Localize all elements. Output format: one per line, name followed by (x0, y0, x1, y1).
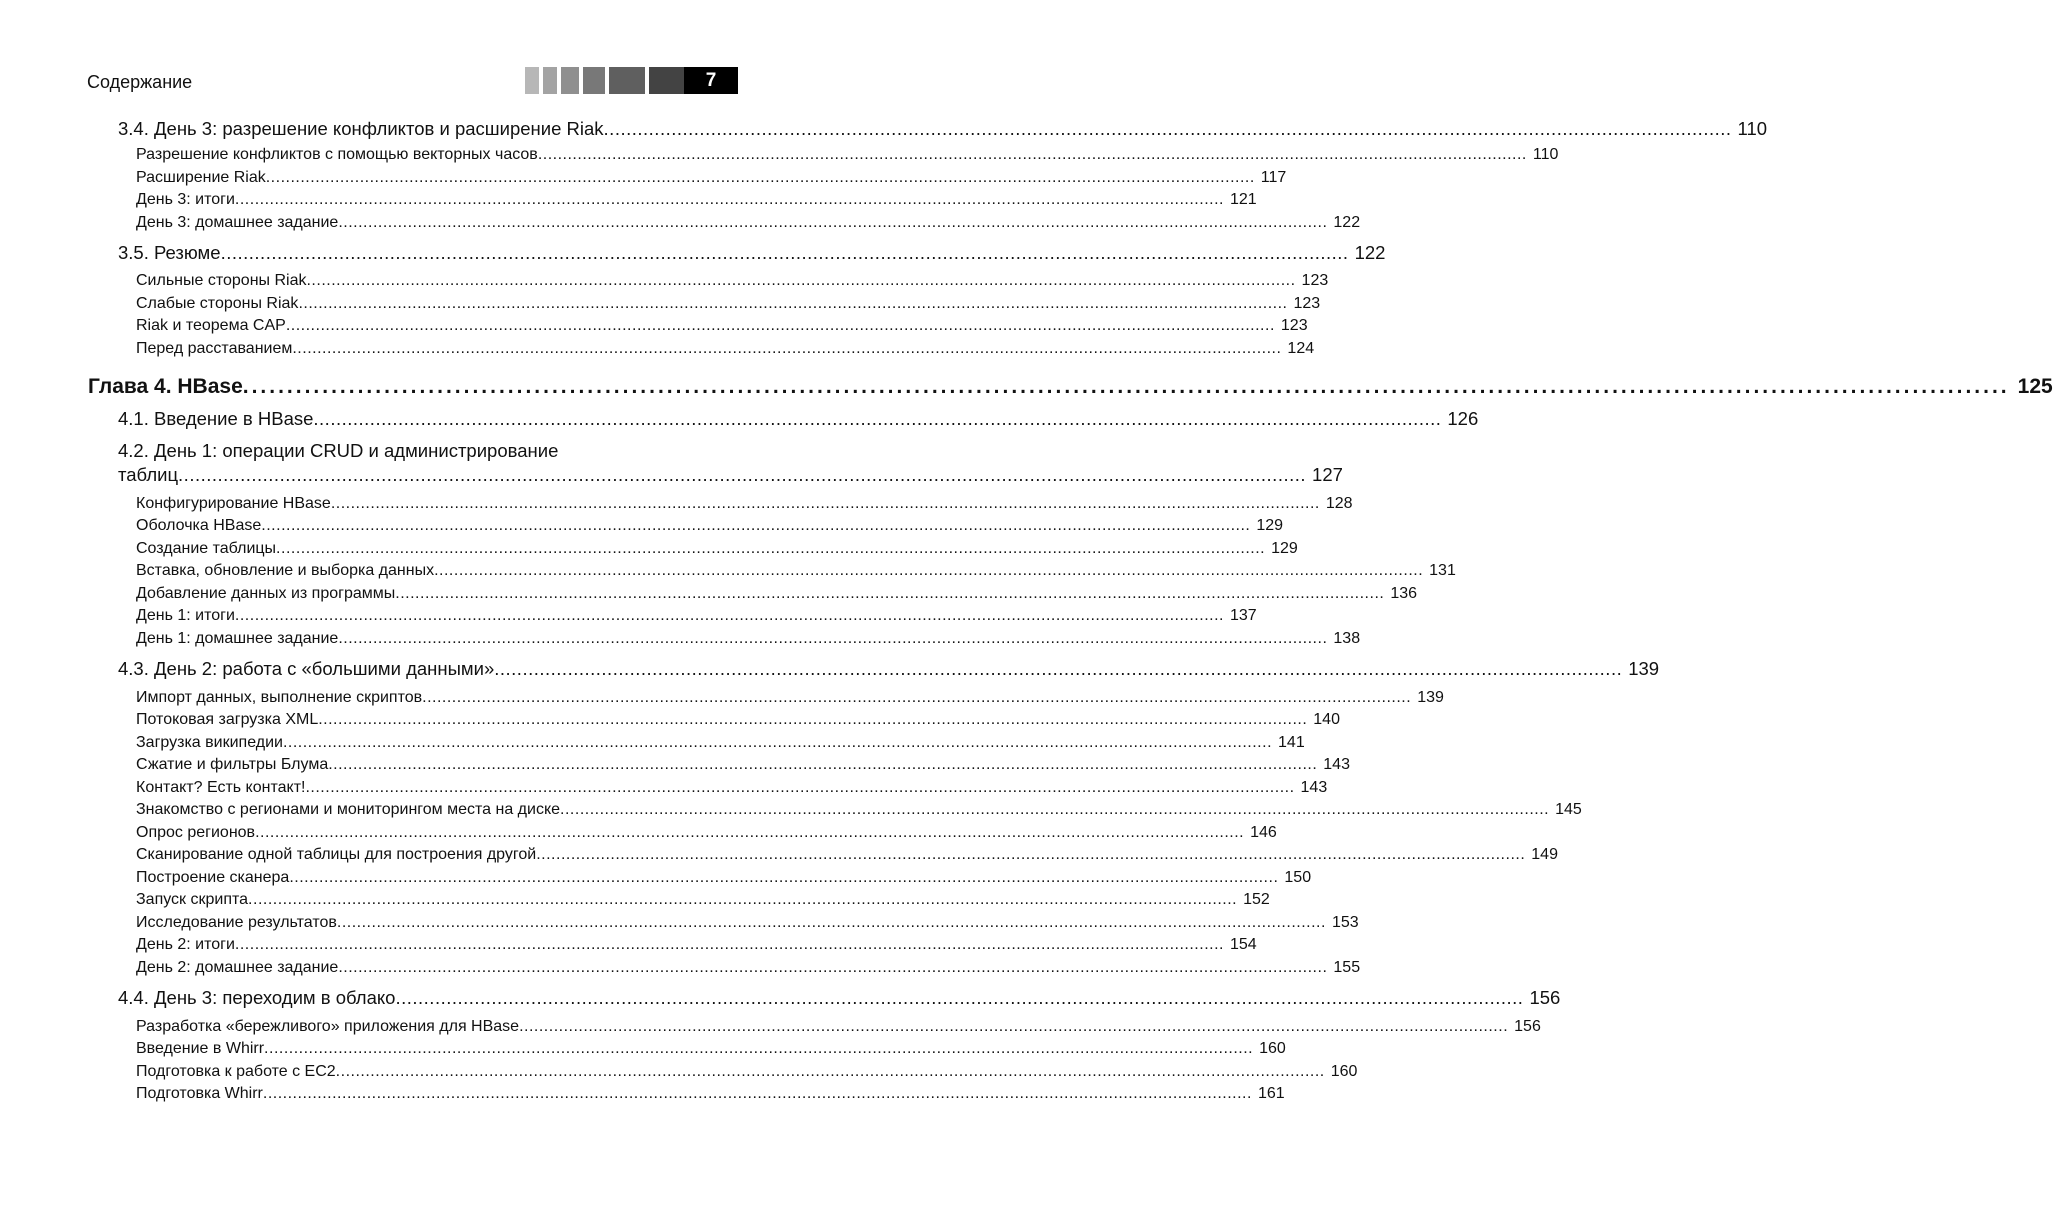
toc-entry-page: 123 (1280, 317, 1308, 334)
running-head-title: Содержание (87, 72, 193, 92)
decor-bar (561, 67, 579, 94)
leader-dots: ........................................................................................................................................................................................................ (285, 317, 1275, 334)
leader-dots: ........................................................................................................................................................................................................ (537, 146, 1527, 163)
toc-entry-page: 139 (1417, 689, 1444, 706)
toc-entry-title: Слабые стороны Riak (136, 295, 299, 312)
toc-entry-title: Загрузка википедии (136, 734, 283, 751)
leader-dots: ........................................................................................................................................................................................................ (338, 959, 1328, 976)
leader-dots: ........................................................................................................................................................................................................ (234, 936, 1224, 953)
toc-entry-title: Добавление данных из программы (136, 585, 396, 602)
leader-dots: ........................................................................................................................................................................................................ (234, 191, 1224, 208)
toc-entry-title: Подготовка Whirr (136, 1085, 263, 1102)
leader-dots: ........................................................................................................................................................................................................ (536, 846, 1526, 863)
toc-entry-subsection (136, 495, 1353, 513)
toc-entry-page: 122 (1333, 214, 1361, 231)
toc-entry-title: Сжатие и фильтры Блума (136, 756, 329, 773)
toc-entry-title: Сканирование одной таблицы для построения другой (136, 846, 537, 863)
toc-entry-title: Оболочка HBase (136, 517, 262, 534)
toc-entry-subsection (136, 891, 1270, 909)
toc-entry-page: 137 (1229, 607, 1257, 624)
toc-entry-title: Импорт данных, выполнение скриптов (136, 689, 423, 706)
leader-dots: ........................................................................................................................................................................................................ (265, 169, 1255, 186)
toc-entry-page: 125 (2017, 375, 2053, 398)
toc-entry-section (118, 987, 1561, 1009)
toc-entry-subsection (136, 846, 1558, 864)
leader-dots: ........................................................................................................................................................................................................ (313, 408, 1442, 429)
leader-dots: ........................................................................................................................................................................................................ (298, 295, 1288, 312)
leader-dots: ........................................................................................................................................................................................................ (338, 630, 1328, 647)
toc-entry-title: Riak и теорема CAP (136, 317, 286, 334)
leader-dots: ........................................................................................................................................................................................................ (261, 517, 1251, 534)
leader-dots: ........................................................................................................................................................................................................ (560, 801, 1550, 818)
toc-entry-page: 117 (1260, 169, 1287, 186)
toc-entry-page: 122 (1354, 242, 1386, 263)
toc-entry-title: Контакт? Есть контакт! (136, 779, 306, 796)
toc-entry-subsection (136, 517, 1284, 535)
leader-dots: ........................................................................................................................................................................................................ (234, 607, 1224, 624)
toc-entry-subsection (136, 801, 1582, 819)
toc-entry-subsection (136, 1018, 1541, 1036)
leader-dots: ........................................................................................................................................................................................................ (335, 1063, 1325, 1080)
toc-entry-page: 123 (1293, 295, 1321, 312)
toc-entry-page: 127 (1312, 464, 1343, 485)
toc-entry-title: Запуск скрипта (136, 891, 249, 908)
leader-dots: ........................................................................................................................................................................................................ (318, 711, 1308, 728)
toc-entry-page: 140 (1313, 711, 1340, 728)
toc-entry-title: Подготовка к работе с EC2 (136, 1063, 336, 1080)
decorative-gradient-bars (525, 67, 691, 94)
toc-entry-page: 155 (1333, 959, 1361, 976)
toc-entry-page: 160 (1330, 1063, 1358, 1080)
toc-entry-subsection (136, 630, 1361, 648)
leader-dots: ........................................................................................................................................................................................................ (336, 914, 1326, 931)
toc-entry-section (118, 408, 1479, 430)
toc-entry-title: Создание таблицы (136, 540, 277, 557)
toc-entry-subsection (136, 585, 1418, 603)
toc-entry-subsection (136, 869, 1312, 887)
toc-entry-title: День 3: итоги (136, 191, 235, 208)
toc-entry-page: 110 (1737, 118, 1768, 139)
toc-entry-page: 152 (1243, 891, 1270, 908)
toc-entry-page: 139 (1628, 658, 1660, 679)
toc-entry-title-line1: 4.2. День 1: операции CRUD и администрирование (118, 440, 559, 461)
toc-entry-title: 4.1. Введение в HBase (118, 408, 314, 429)
toc-entry-page: 160 (1259, 1040, 1286, 1057)
leader-dots: ........................................................................................................................................................................................................ (178, 464, 1307, 485)
leader-dots: ........................................................................................................................................................................................................ (242, 375, 2010, 398)
toc-entry-subsection (136, 1063, 1358, 1081)
leader-dots: ........................................................................................................................................................................................................ (494, 658, 1623, 679)
toc-entry-subsection (136, 272, 1329, 290)
toc-entry-page: 156 (1514, 1018, 1541, 1035)
toc-entry-page: 123 (1301, 272, 1329, 289)
leader-dots: ........................................................................................................................................................................................................ (395, 987, 1524, 1008)
leader-dots: ........................................................................................................................................................................................................ (395, 585, 1385, 602)
leader-dots: ........................................................................................................................................................................................................ (220, 242, 1349, 263)
toc-entry-title: 3.4. День 3: разрешение конфликтов и расширение Riak (118, 118, 604, 139)
toc-entry-page: 124 (1287, 340, 1315, 357)
toc-entry-title: День 2: итоги (136, 936, 235, 953)
toc-entry-subsection (136, 340, 1315, 358)
toc-entry-subsection (136, 914, 1359, 932)
toc-entry-title: Перед расставанием (136, 340, 293, 357)
page-number: 7 (684, 67, 738, 94)
toc-entry-subsection (136, 607, 1257, 625)
leader-dots: ........................................................................................................................................................................................................ (292, 340, 1282, 357)
toc-entry-title: Потоковая загрузка XML (136, 711, 319, 728)
leader-dots: ........................................................................................................................................................................................................ (330, 495, 1320, 512)
leader-dots: ........................................................................................................................................................................................................ (289, 869, 1279, 886)
toc-entry-section (118, 118, 1768, 140)
toc-entry-title: День 3: домашнее задание (136, 214, 339, 231)
toc-entry-title: Конфигурирование HBase (136, 495, 331, 512)
leader-dots: ........................................................................................................................................................................................................ (255, 824, 1245, 841)
toc-entry-title: Разработка «бережливого» приложения для HBase (136, 1018, 520, 1035)
toc-entry-page: 128 (1325, 495, 1353, 512)
toc-entry-subsection (136, 169, 1287, 187)
toc-entry-subsection (136, 756, 1350, 774)
decor-bar (649, 67, 687, 94)
leader-dots: ........................................................................................................................................................................................................ (306, 272, 1296, 289)
toc-entry-subsection (136, 779, 1328, 797)
toc-entry-section (118, 242, 1386, 264)
leader-dots: ........................................................................................................................................................................................................ (305, 779, 1295, 796)
leader-dots: ........................................................................................................................................................................................................ (519, 1018, 1509, 1035)
toc-entry-chapter (88, 375, 2053, 399)
toc-entry-title: таблиц (118, 464, 179, 485)
toc-entry-title: Расширение Riak (136, 169, 266, 186)
toc-entry-subsection (136, 711, 1340, 729)
toc-entry-title: Разрешение конфликтов с помощью векторных часов (136, 146, 538, 163)
toc-entry-page: 143 (1323, 756, 1350, 773)
toc-entry-page: 143 (1300, 779, 1328, 796)
toc-entry-subsection (136, 214, 1361, 232)
leader-dots: ........................................................................................................................................................................................................ (422, 689, 1412, 706)
toc-entry-title: Построение сканера (136, 869, 290, 886)
toc-entry-page: 154 (1229, 936, 1257, 953)
toc-entry-subsection (136, 295, 1321, 313)
toc-entry-title: Исследование результатов (136, 914, 337, 931)
leader-dots: ........................................................................................................................................................................................................ (276, 540, 1266, 557)
toc-entry-page: 153 (1331, 914, 1359, 931)
toc-entry-section (118, 464, 1343, 486)
toc-entry-subsection (136, 191, 1257, 209)
toc-entry-page: 149 (1531, 846, 1558, 863)
leader-dots: ........................................................................................................................................................................................................ (434, 562, 1424, 579)
toc-entry-title: Сильные стороны Riak (136, 272, 307, 289)
toc-entry-title: Опрос регионов (136, 824, 256, 841)
leader-dots: ........................................................................................................................................................................................................ (262, 1085, 1252, 1102)
decor-bar (525, 67, 539, 94)
toc-entry-page: 131 (1429, 562, 1456, 579)
leader-dots: ........................................................................................................................................................................................................ (264, 1040, 1254, 1057)
toc-entry-title: День 1: домашнее задание (136, 630, 339, 647)
decor-bar (609, 67, 645, 94)
toc-entry-title: Знакомство с регионами и мониторингом места на диске (136, 801, 561, 818)
toc-entry-page: 129 (1256, 517, 1284, 534)
toc-entry-page: 129 (1271, 540, 1298, 557)
toc-entry-page: 110 (1532, 146, 1559, 163)
toc-entry-title: 4.4. День 3: переходим в облако (118, 987, 396, 1008)
toc-entry-page: 156 (1529, 987, 1561, 1008)
toc-entry-title: Введение в Whirr (136, 1040, 265, 1057)
toc-entry-subsection (136, 936, 1257, 954)
toc-entry-subsection (136, 562, 1456, 580)
leader-dots: ........................................................................................................................................................................................................ (338, 214, 1328, 231)
toc-entry-title: Глава 4. HBase (88, 375, 243, 398)
toc-entry-subsection (136, 689, 1444, 707)
toc-entry-title: День 1: итоги (136, 607, 235, 624)
toc-entry-page: 161 (1257, 1085, 1285, 1102)
toc-entry-subsection (136, 317, 1308, 335)
toc-entry-page: 138 (1333, 630, 1361, 647)
toc-entry-title: 3.5. Резюме (118, 242, 221, 263)
toc-entry-subsection (136, 146, 1559, 164)
toc-entry-subsection (136, 540, 1298, 558)
toc-entry-subsection (136, 1040, 1286, 1058)
toc-entry-page: 121 (1229, 191, 1257, 208)
toc-entry-title: Вставка, обновление и выборка данных (136, 562, 435, 579)
decor-bar (543, 67, 557, 94)
toc-entry-page: 145 (1555, 801, 1582, 818)
toc-entry-subsection (136, 734, 1305, 752)
toc-entry-page: 126 (1447, 408, 1479, 429)
toc-entry-subsection (136, 824, 1277, 842)
toc-entry-section (118, 658, 1660, 680)
leader-dots: ........................................................................................................................................................................................................ (282, 734, 1273, 751)
leader-dots: ........................................................................................................................................................................................................ (603, 118, 1732, 139)
decor-bar (583, 67, 605, 94)
toc-entry-title: День 2: домашнее задание (136, 959, 339, 976)
toc-entry-page: 141 (1278, 734, 1305, 751)
toc-entry-page: 136 (1390, 585, 1418, 602)
toc-entry-page: 150 (1284, 869, 1312, 886)
leader-dots: ........................................................................................................................................................................................................ (248, 891, 1238, 908)
toc-entry-title: 4.3. День 2: работа с «большими данными» (118, 658, 495, 679)
leader-dots: ........................................................................................................................................................................................................ (328, 756, 1318, 773)
toc-entry-page: 146 (1250, 824, 1277, 841)
toc-entry-subsection (136, 1085, 1285, 1103)
toc-entry-subsection (136, 959, 1361, 977)
